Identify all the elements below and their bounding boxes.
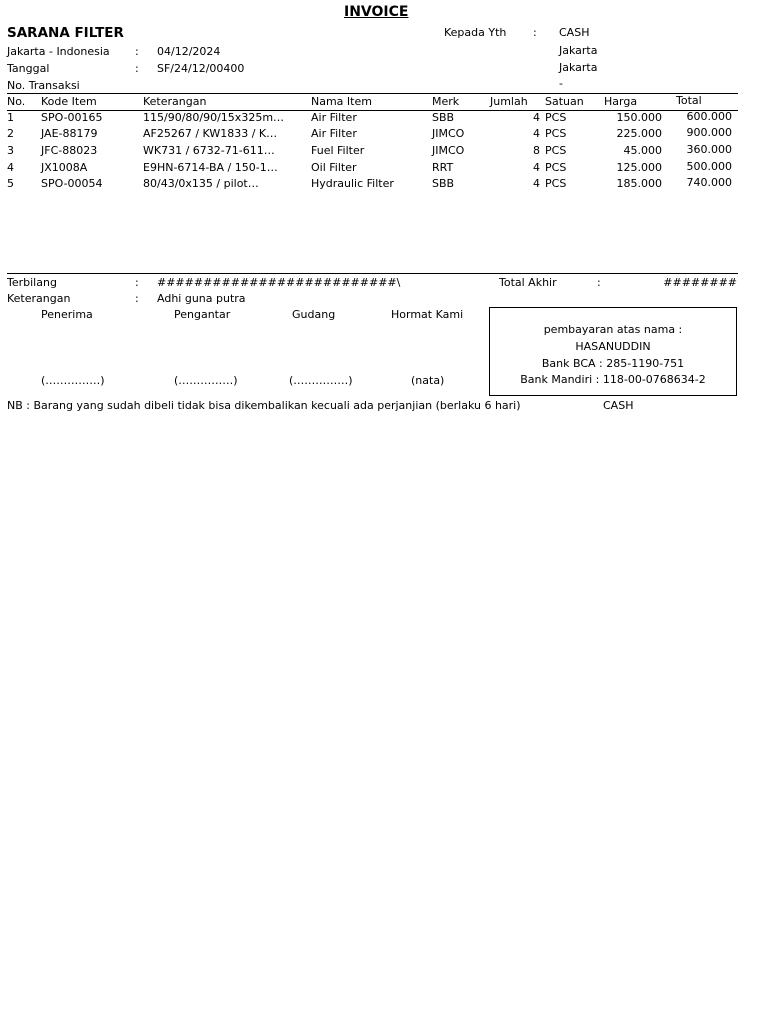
cell-item-name: Oil Filter	[311, 161, 357, 174]
cell-description: WK731 / 6732-71-611…	[143, 144, 275, 157]
total-akhir-colon: :	[597, 276, 601, 289]
cell-description: AF25267 / KW1833 / K…	[143, 127, 278, 140]
cell-quantity: 4	[533, 111, 540, 124]
keterangan-colon: :	[135, 292, 139, 305]
terbilang-value: ##########################\	[157, 276, 401, 289]
footer-cash: CASH	[603, 399, 634, 412]
header-brand: Merk	[432, 95, 460, 108]
cell-brand: JIMCO	[432, 127, 465, 140]
cell-no: 2	[7, 127, 14, 140]
cell-price: 185.000	[616, 177, 662, 190]
cell-price: 225.000	[616, 127, 662, 140]
recipient-colon: :	[533, 26, 537, 39]
company-location: Jakarta - Indonesia	[7, 45, 110, 58]
payment-line-1: pembayaran atas nama :	[543, 323, 683, 336]
cell-unit: PCS	[545, 144, 567, 157]
company-name: SARANA FILTER	[7, 25, 124, 41]
header-total: Total	[676, 94, 702, 107]
signature-blank-pengantar: (……………)	[174, 374, 238, 387]
cell-description: E9HN-6714-BA / 150-1…	[143, 161, 278, 174]
table-top-rule	[7, 93, 738, 94]
header-unit: Satuan	[545, 95, 584, 108]
payment-info-box	[489, 307, 737, 396]
cell-unit: PCS	[545, 127, 567, 140]
total-akhir-value: ########	[663, 276, 737, 289]
signature-blank-penerima: (……………)	[41, 374, 105, 387]
cell-quantity: 4	[533, 127, 540, 140]
cell-unit: PCS	[545, 177, 567, 190]
cell-brand: SBB	[432, 111, 455, 124]
cell-no: 5	[7, 177, 14, 190]
date-colon: :	[135, 62, 139, 75]
payment-account-name: HASANUDDIN	[575, 340, 651, 353]
cell-item-name: Air Filter	[311, 111, 357, 124]
keterangan-label: Keterangan	[7, 292, 71, 305]
recipient-name: CASH	[559, 26, 590, 39]
cell-brand: RRT	[432, 161, 454, 174]
cell-code: JAE-88179	[41, 127, 98, 140]
signature-gudang: Gudang	[292, 308, 336, 321]
cell-quantity: 8	[533, 144, 540, 157]
invoice-date: 04/12/2024	[157, 45, 221, 58]
cell-no: 1	[7, 111, 14, 124]
cell-item-name: Hydraulic Filter	[311, 177, 394, 190]
footer-note: NB : Barang yang sudah dibeli tidak bisa dikembalikan kecuali ada perjanjian (berlaku 6 hari)	[7, 399, 521, 412]
cell-item-name: Air Filter	[311, 127, 357, 140]
signature-nata: (nata)	[411, 374, 445, 387]
cell-total: 500.000	[686, 160, 732, 173]
payment-bank-mandiri: Bank Mandiri : 118-00-0768634-2	[520, 373, 706, 386]
payment-bank-bca: Bank BCA : 285-1190-751	[541, 357, 685, 370]
cell-total: 600.000	[686, 110, 732, 123]
cell-brand: JIMCO	[432, 144, 465, 157]
recipient-city-2: Jakarta	[559, 61, 598, 74]
cell-total: 900.000	[686, 126, 732, 139]
cell-no: 3	[7, 144, 14, 157]
total-akhir-label: Total Akhir	[499, 276, 557, 289]
cell-description: 115/90/80/90/15x325m…	[143, 111, 285, 124]
recipient-extra: -	[559, 77, 563, 90]
signature-blank-gudang: (……………)	[289, 374, 353, 387]
transaction-label: No. Transaksi	[7, 79, 80, 92]
signature-hormat-kami: Hormat Kami	[391, 308, 464, 321]
header-no: No.	[7, 95, 26, 108]
cell-code: JFC-88023	[41, 144, 98, 157]
recipient-city-1: Jakarta	[559, 44, 598, 57]
header-code: Kode Item	[41, 95, 97, 108]
cell-price: 150.000	[616, 111, 662, 124]
cell-total: 740.000	[686, 176, 732, 189]
cell-unit: PCS	[545, 111, 567, 124]
cell-code: JX1008A	[41, 161, 88, 174]
cell-unit: PCS	[545, 161, 567, 174]
cell-price: 45.000	[623, 144, 662, 157]
keterangan-value: Adhi guna putra	[157, 292, 246, 305]
cell-total: 360.000	[686, 143, 732, 156]
location-colon: :	[135, 45, 139, 58]
cell-no: 4	[7, 161, 14, 174]
cell-brand: SBB	[432, 177, 455, 190]
recipient-label: Kepada Yth	[444, 26, 507, 39]
header-price: Harga	[604, 95, 638, 108]
terbilang-colon: :	[135, 276, 139, 289]
footer-rule	[7, 273, 738, 274]
transaction-number: SF/24/12/00400	[157, 62, 245, 75]
cell-description: 80/43/0x135 / pilot…	[143, 177, 259, 190]
cell-code: SPO-00054	[41, 177, 103, 190]
date-label: Tanggal	[7, 62, 50, 75]
cell-quantity: 4	[533, 161, 540, 174]
cell-code: SPO-00165	[41, 111, 103, 124]
header-item-name: Nama Item	[311, 95, 372, 108]
cell-price: 125.000	[616, 161, 662, 174]
header-description: Keterangan	[143, 95, 207, 108]
signature-pengantar: Pengantar	[174, 308, 231, 321]
header-quantity: Jumlah	[490, 95, 528, 108]
terbilang-label: Terbilang	[7, 276, 57, 289]
invoice-title: INVOICE	[344, 4, 409, 20]
cell-item-name: Fuel Filter	[311, 144, 365, 157]
signature-penerima: Penerima	[41, 308, 93, 321]
cell-quantity: 4	[533, 177, 540, 190]
